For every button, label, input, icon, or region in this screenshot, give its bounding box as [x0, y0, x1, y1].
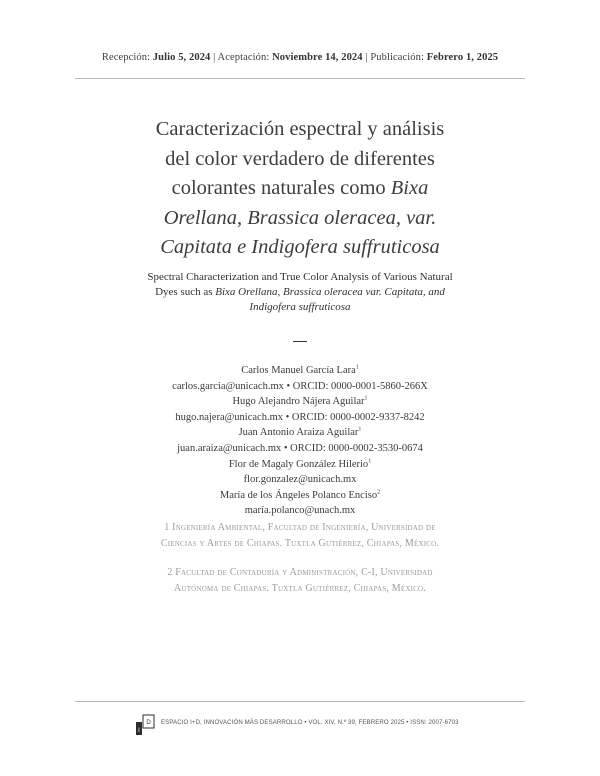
author-contact[interactable]: juan.araiza@unicach.mx • ORCID: 0000-0002-3530-0674	[177, 442, 423, 454]
separator: |	[365, 52, 368, 63]
bottom-divider	[75, 701, 525, 702]
author-name: Juan Antonio Araiza Aguilar$^1$	[238, 426, 362, 439]
author-contact[interactable]: carlos.garcia@unicach.mx • ORCID: 0000-0001-5860-266X	[172, 380, 428, 392]
title-line-3-italic: Bixa	[390, 177, 429, 199]
affiliation-1-line-1: 1 Ingeniería Ambiental, Facultad de Ingeniería, Universidad de	[164, 522, 436, 533]
title-dash-divider	[293, 341, 307, 342]
journal-logo-icon	[135, 714, 155, 736]
subtitle-line-2-italic: Bixa Orellana, Brassica oleracea var. Capitata, and	[215, 286, 445, 298]
author-name: Hugo Alejandro Nájera Aguilar$^1$	[232, 395, 368, 408]
author-name: Carlos Manuel García Lara$^1$	[241, 364, 359, 376]
publication-date: Febrero 1, 2025	[426, 52, 499, 63]
affiliation-2-line-2: Autónoma de Chiapas. Tuxtla Gutiérrez, Chiapas, México.	[174, 582, 426, 594]
acceptance-label: Aceptación:	[217, 52, 270, 63]
publication-label: Publicación:	[370, 52, 425, 63]
separator: |	[213, 52, 216, 63]
svg-text:D: D	[146, 720, 151, 726]
subtitle-line-3: Indigofera suffruticosa	[249, 301, 351, 313]
title-line-5: Capitata e Indigofera suffruticosa	[160, 236, 440, 258]
title-line-3	[110, 174, 490, 204]
author-contact[interactable]: maría.polanco@unach.mx	[244, 505, 356, 517]
subtitle-line-2-regular: Dyes such as	[155, 286, 216, 298]
author-list	[100, 363, 500, 519]
article-title	[110, 115, 490, 263]
svg-text:I: I	[138, 728, 140, 734]
title-line-4: Orellana, Brassica oleracea, var.	[163, 206, 437, 229]
affiliation-2-line-1: 2 Facultad de Contaduría y Administración, C-I, Universidad	[167, 567, 433, 578]
english-title	[105, 270, 495, 315]
subtitle-line-2	[105, 285, 495, 300]
author-contact[interactable]: hugo.najera@unicach.mx • ORCID: 0000-0002-9337-8242	[175, 411, 425, 423]
title-line-2: del color verdadero de diferentes	[165, 147, 435, 170]
subtitle-line-1: Spectral Characterization and True Color Analysis of Various Natural	[147, 271, 453, 283]
acceptance-date: Noviembre 14, 2024	[272, 52, 363, 63]
author-name: Flor de Magaly González Hilerio$^1$	[228, 458, 372, 470]
publication-dates	[0, 52, 600, 63]
affiliation-1	[130, 520, 470, 551]
top-divider	[75, 78, 525, 79]
author-contact[interactable]: flor.gonzalez@unicach.mx	[243, 474, 357, 486]
reception-label: Recepción:	[101, 52, 151, 63]
author-name: María de los Ángeles Polanco Enciso$^2$	[219, 489, 381, 501]
reception-date: Julio 5, 2024	[152, 52, 211, 63]
affiliation-2	[130, 565, 470, 596]
title-line-1: Caracterización espectral y análisis	[155, 118, 445, 140]
affiliation-1-line-2: Ciencias y Artes de Chiapas. Tuxtla Gutiérrez, Chiapas, México.	[160, 537, 440, 549]
title-line-3-regular: colorantes naturales como	[171, 177, 391, 199]
journal-footer: ESPACIO I+D, INNOVACIÓN MÁS DESARROLLO • VOL. XIV, N.º 39, FEBRERO 2025 • ISSN: 2007-6703	[161, 719, 459, 726]
